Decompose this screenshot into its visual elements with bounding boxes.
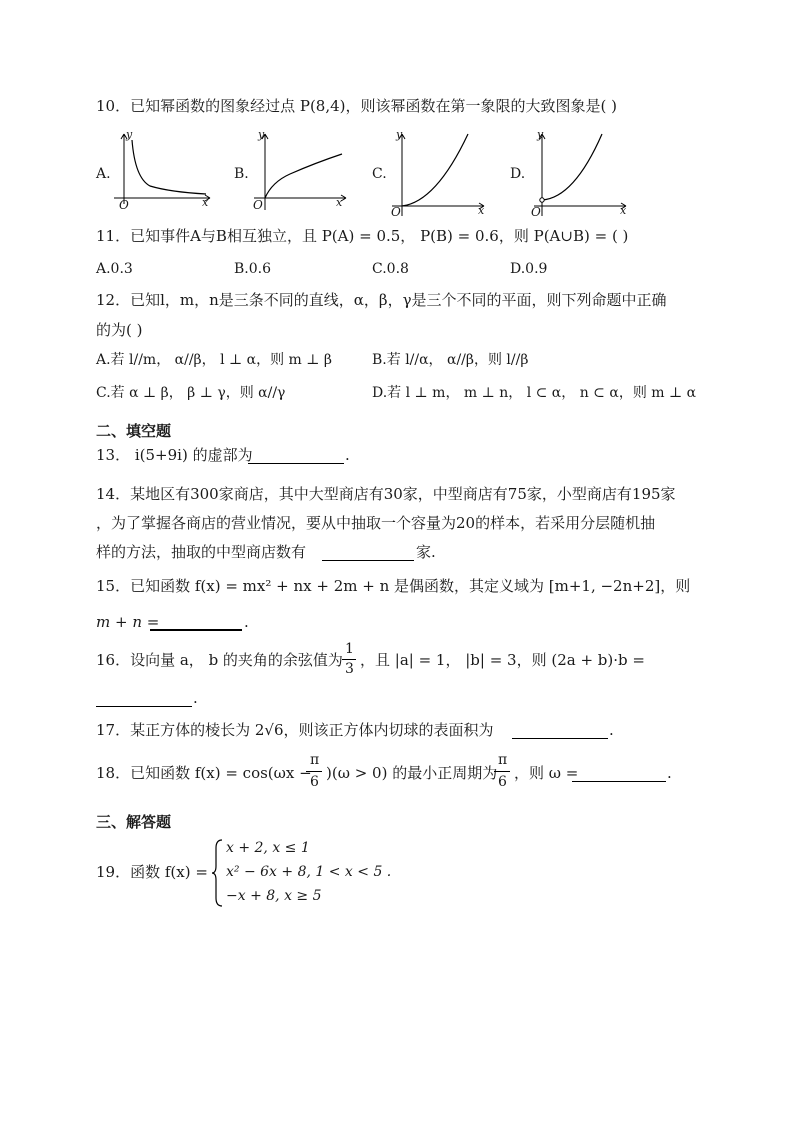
graph-b-origin: O [253, 198, 263, 212]
q10-stem: 10．已知幂函数的图象经过点 P(8,4)，则该幂函数在第一象限的大致图象是( ) [96, 97, 617, 115]
q18-fraction1-denominator: 6 [310, 774, 319, 790]
graph-c-origin: O [391, 205, 401, 219]
graph-d-curve [542, 134, 602, 200]
q18-fraction2-bar [494, 771, 510, 772]
graph-d-origin: O [531, 205, 541, 219]
q17-stem: 17．某正方体的棱长为 2√6，则该正方体内切球的表面积为 [96, 721, 494, 739]
q15-end: . [244, 613, 249, 631]
q11-stem: 11．已知事件A与B相互独立，且 P(A) = 0.5， P(B) = 0.6，则 P(A∪B) = ( ) [96, 227, 629, 245]
q12-option-b: B.若 l//α， α//β，则 l//β [372, 352, 529, 368]
q19-case-3: −x + 8, x ≥ 5 [226, 888, 322, 904]
graph-d-open-point [540, 198, 544, 202]
graph-c [388, 130, 488, 220]
q15-stem-line1: 15．已知函数 f(x) = mx² + nx + 2m + n 是偶函数，其定义域为 [m+1, −2n+2]，则 [96, 577, 691, 595]
q14-stem-line1: 14．某地区有300家商店，其中大型商店有30家，中型商店有75家，小型商店有195家 [96, 485, 676, 503]
graph-d-label: D. [510, 166, 526, 182]
graph-c-curve [402, 134, 468, 206]
q14-stem-line2: ，为了掌握各商店的营业情况，要从中抽取一个容量为20的样本，若采用分层随机抽 [96, 514, 656, 532]
q18-end: . [667, 764, 672, 782]
graph-a-x-label: x [202, 196, 209, 209]
q16-end: . [193, 689, 198, 707]
graph-b [250, 130, 350, 218]
graph-a-curve [132, 140, 206, 194]
q16-stem-pre: 16．设向量 a， b 的夹角的余弦值为 [96, 651, 343, 669]
graph-b-x-label: x [336, 196, 343, 209]
q15-stem-line2: m + n = [96, 613, 160, 631]
q14-answer-blank[interactable] [322, 559, 414, 561]
q13-stem: 13． i(5+9i) 的虚部为 [96, 446, 253, 464]
q12-option-c: C.若 α ⊥ β， β ⊥ γ，则 α//γ [96, 385, 286, 401]
graph-a-y-label: y [126, 128, 133, 141]
q13-answer-blank[interactable] [248, 462, 344, 464]
q12-option-d: D.若 l ⊥ m， m ⊥ n， l ⊂ α， n ⊂ α，则 m ⊥ α [372, 385, 697, 401]
q19-stem-pre: 19．函数 f(x) = [96, 863, 208, 881]
q14-stem-line3: 样的方法，抽取的中型商店数有 [96, 543, 307, 561]
q18-fraction2-denominator: 6 [498, 774, 507, 790]
q12-option-a: A.若 l//m， α//β， l ⊥ α，则 m ⊥ β [96, 352, 332, 368]
q14-end: 家. [416, 543, 436, 561]
q13-end: . [345, 446, 350, 464]
q17-answer-blank[interactable] [512, 737, 608, 739]
q11-option-a: A.0.3 [96, 261, 133, 277]
q19-brace [210, 838, 224, 908]
section-solution-heading: 三、解答题 [96, 813, 172, 831]
q18-stem-post: ，则 ω = [514, 764, 579, 782]
q11-option-b: B.0.6 [234, 261, 272, 277]
q12-stem-line1: 12．已知l，m，n是三条不同的直线，α，β，γ是三个不同的平面，则下列命题中正确 [96, 291, 667, 309]
graph-d [530, 130, 630, 220]
q11-option-c: C.0.8 [372, 261, 409, 277]
q16-fraction-numerator: 1 [345, 641, 354, 657]
q17-end: . [609, 721, 614, 739]
graph-a-label: A. [96, 166, 111, 182]
q19-case-1: x + 2, x ≤ 1 [226, 840, 310, 856]
q18-fraction1-numerator: π [310, 752, 320, 768]
graph-a-origin: O [119, 198, 129, 212]
graph-c-y-label: y [396, 128, 403, 141]
q19-case-2: x² − 6x + 8, 1 < x < 5 . [226, 864, 392, 880]
q18-fraction1-bar [306, 771, 322, 772]
graph-b-y-label: y [258, 128, 265, 141]
q18-stem-pre: 18．已知函数 f(x) = cos(ωx − [96, 764, 312, 782]
q18-stem-mid: )(ω > 0) 的最小正周期为 [326, 764, 498, 782]
q12-stem-line2: 的为( ) [96, 321, 143, 339]
graph-b-curve [265, 154, 342, 198]
q11-option-d: D.0.9 [510, 261, 548, 277]
graph-b-label: B. [234, 166, 249, 182]
q16-answer-blank[interactable] [96, 705, 192, 707]
graph-c-label: C. [372, 166, 387, 182]
q18-answer-blank[interactable] [572, 780, 666, 782]
graph-d-y-label: y [537, 128, 544, 141]
q16-fraction-denominator: 3 [345, 661, 354, 677]
q16-fraction-bar [342, 659, 356, 660]
section-fill-in-blank-heading: 二、填空题 [96, 422, 172, 440]
q15-answer-blank[interactable] [150, 628, 242, 631]
q18-fraction2-numerator: π [498, 752, 508, 768]
graph-c-x-label: x [478, 204, 485, 217]
q16-stem-post: ，且 |a| = 1， |b| = 3，则 (2a + b)·b = [360, 651, 645, 669]
graph-d-x-label: x [620, 204, 627, 217]
